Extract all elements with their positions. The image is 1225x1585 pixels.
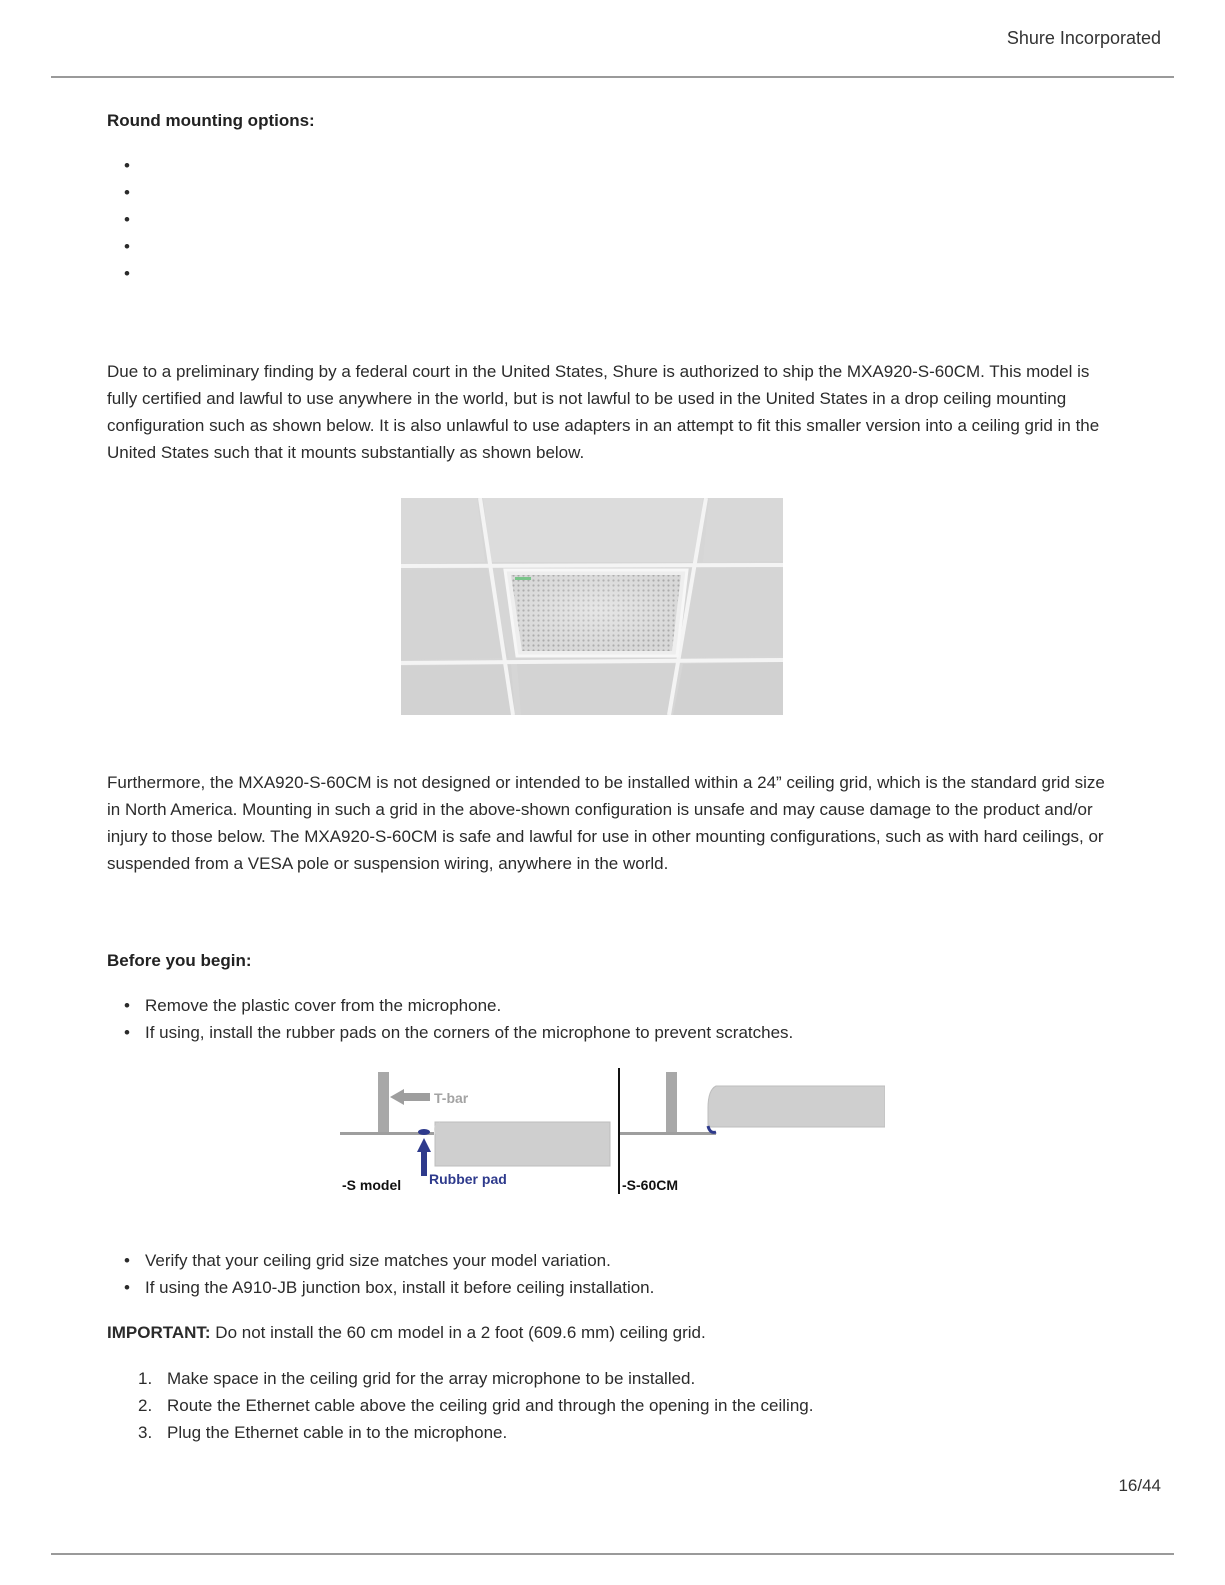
step-number: 3. <box>138 1423 153 1442</box>
round-mounting-list <box>107 152 145 287</box>
list-item: • If using, install the rubber pads on the corners of the microphone to prevent scratches. <box>107 1019 793 1046</box>
installation-steps <box>107 1365 813 1446</box>
ceiling-photo <box>401 498 783 715</box>
list-item: • Verify that your ceiling grid size matches your model variation. <box>107 1247 654 1274</box>
header-organization: Shure Incorporated <box>1006 28 1161 48</box>
court-notice-paragraph: Due to a preliminary finding by a federal court in the United States, Shure is authorized to ship the MXA920-S-60CM. This model is fully certified and lawful to use anywhere in the world, but is not lawful to be used in the United States in a drop ceiling mounting configuration such as shown below. It is also unlawful to use adapters in an attempt to fit this smaller version into a ceiling grid in the United States such that it mounts substantially as shown below. <box>107 362 1100 462</box>
ceiling-line-right <box>620 1132 716 1135</box>
rubber-pad-diagram <box>340 1068 885 1194</box>
list-item: • Remove the plastic cover from the microphone. <box>107 992 793 1019</box>
tbar-vertical-right <box>666 1072 677 1132</box>
rubber-pad-marker <box>418 1129 430 1135</box>
s60cm-label: -S-60CM <box>622 1177 679 1193</box>
diagram-divider <box>618 1068 620 1194</box>
step-text: Route the Ethernet cable above the ceiling grid and through the opening in the ceiling. <box>167 1396 814 1415</box>
step-item <box>107 1365 813 1392</box>
list-item <box>107 260 145 287</box>
list-item <box>107 179 145 206</box>
furthermore-paragraph: Furthermore, the MXA920-S-60CM is not designed or intended to be installed within a 24” ceiling grid, which is the standard grid size in North America. Mounting in such a grid in the above-shown configuration is unsafe and may cause damage to the product and/or injury to those below. The MXA920-S-60CM is safe and lawful for use in other mounting configurations, such as with hard ceilings, or suspended from a VESA pole or suspension wiring, anywhere in the world. <box>107 773 1105 873</box>
tbar-arrow <box>390 1089 430 1105</box>
microphone-body-left <box>435 1122 610 1166</box>
list-item <box>107 152 145 179</box>
round-mounting-heading: Round mounting options: <box>107 111 315 130</box>
before-begin-list-1 <box>107 992 793 1046</box>
before-begin-list-2 <box>107 1247 654 1301</box>
step-item <box>107 1419 813 1446</box>
microphone-body-right <box>708 1086 885 1127</box>
tbar-label: T-bar <box>434 1090 469 1106</box>
footer-divider <box>51 1553 1174 1555</box>
s-model-label: -S model <box>342 1177 402 1193</box>
step-text: Make space in the ceiling grid for the array microphone to be installed. <box>167 1369 696 1388</box>
step-number: 1. <box>138 1369 153 1388</box>
before-you-begin-heading: Before you begin: <box>107 951 252 970</box>
important-text: Do not install the 60 cm model in a 2 foot (609.6 mm) ceiling grid. <box>210 1323 706 1342</box>
header-divider <box>51 76 1174 78</box>
list-item: • If using the A910-JB junction box, install it before ceiling installation. <box>107 1274 654 1301</box>
list-item <box>107 233 145 260</box>
list-item <box>107 206 145 233</box>
step-text: Plug the Ethernet cable in to the microphone. <box>167 1423 508 1442</box>
rubber-pad-label: Rubber pad <box>429 1171 507 1187</box>
page-number: 16/44 <box>1118 1476 1161 1495</box>
important-label: IMPORTANT: <box>107 1323 211 1342</box>
step-number: 2. <box>138 1396 153 1415</box>
tbar-vertical-left <box>378 1072 389 1132</box>
step-item <box>107 1392 813 1419</box>
important-notice <box>107 1319 1122 1346</box>
